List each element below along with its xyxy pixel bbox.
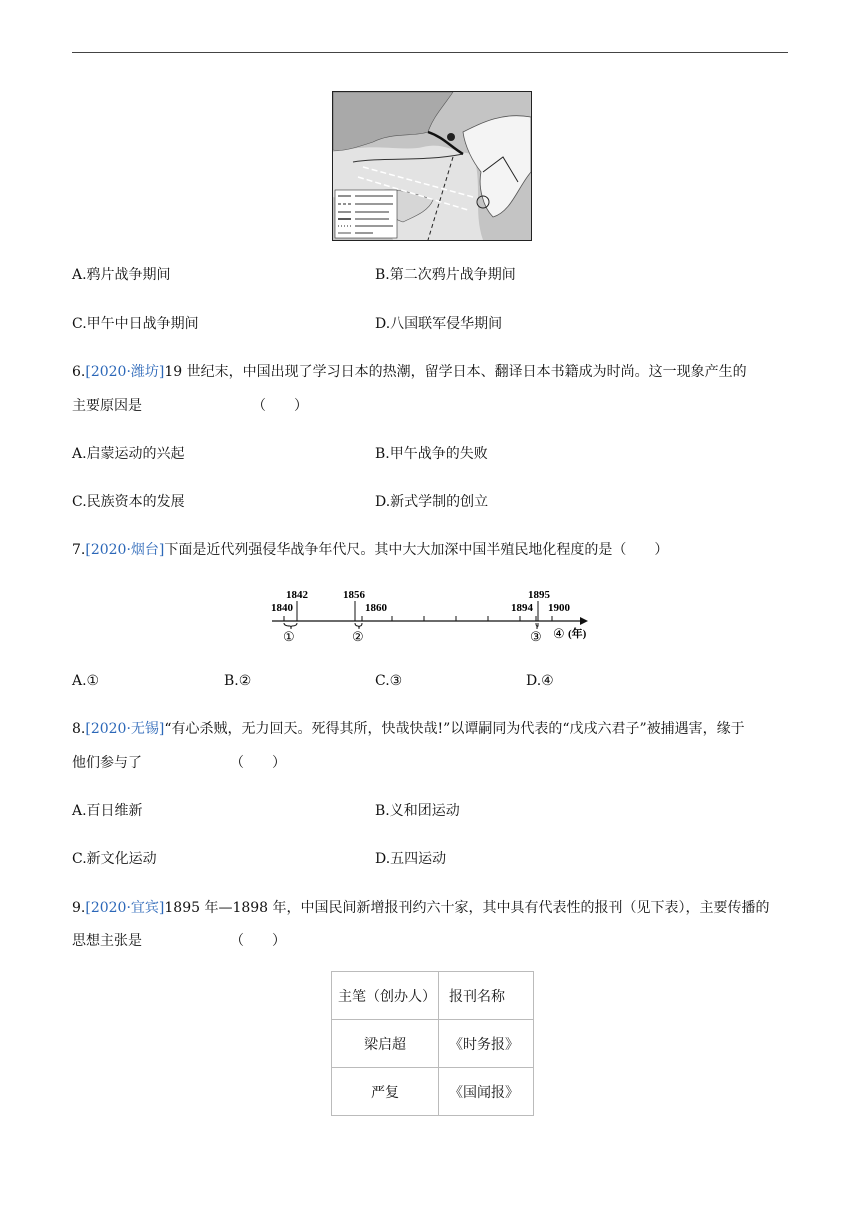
- q7-option-a[interactable]: A.①: [72, 673, 100, 689]
- q8-text-line1: “有心杀贼，无力回天。死得其所，快哉快哉!”以谭嗣同为代表的“戊戌六君子”被捕遇害，缘于: [164, 721, 745, 737]
- q8-answer-blank[interactable]: （ ）: [230, 755, 286, 771]
- timeline-unit: (年): [568, 628, 587, 640]
- q6-number: 6.: [72, 364, 86, 380]
- q9-number: 9.: [72, 900, 86, 916]
- timeline-arrow: [580, 617, 588, 625]
- marker-4: ④: [553, 626, 565, 641]
- q6-option-b[interactable]: B.甲午战争的失败: [375, 446, 488, 462]
- table-header-paper: 报刊名称: [439, 972, 534, 1020]
- table-cell-paper: 《国闻报》: [439, 1068, 534, 1116]
- q8-option-b[interactable]: B.义和团运动: [375, 803, 460, 819]
- q6-text-line2: 主要原因是: [72, 398, 142, 414]
- q7-source: [2020·烟台]: [85, 542, 165, 558]
- map-drawing: [333, 92, 531, 240]
- q8-stem-line1: [72, 718, 745, 740]
- year-label-1840: 1840: [271, 602, 293, 614]
- q8-text-line2: 他们参与了: [72, 755, 142, 771]
- table-cell-paper: 《时务报》: [439, 1020, 534, 1068]
- year-label-1842: 1842: [286, 589, 308, 601]
- q6-option-d[interactable]: D.新式学制的创立: [375, 494, 489, 510]
- q6-stem-line2: [72, 395, 308, 417]
- q7-answer-blank[interactable]: （ ）: [612, 542, 669, 558]
- historical-war-map: [332, 91, 532, 241]
- q6-source: [2020·潍坊]: [85, 364, 165, 380]
- table-header-row: [332, 972, 534, 1020]
- q9-text-line2: 思想主张是: [72, 933, 142, 949]
- q9-source: [2020·宜宾]: [85, 900, 165, 916]
- q7-number: 7.: [72, 542, 86, 558]
- q8-source: [2020·无锡]: [85, 721, 165, 737]
- table-header-editor: 主笔（创办人）: [332, 972, 439, 1020]
- q5-option-b[interactable]: B.第二次鸦片战争期间: [375, 267, 516, 283]
- q8-option-a[interactable]: A.百日维新: [72, 803, 143, 819]
- q6-option-a[interactable]: A.启蒙运动的兴起: [72, 446, 185, 462]
- q9-answer-blank[interactable]: （ ）: [230, 933, 286, 949]
- q6-stem-line1: [72, 361, 747, 383]
- q7-option-d[interactable]: D.④: [526, 673, 554, 689]
- marker-3: ③: [530, 629, 542, 644]
- q7-option-c[interactable]: C.③: [375, 673, 403, 689]
- q5-option-c[interactable]: C.甲午中日战争期间: [72, 316, 199, 332]
- year-label-1900: 1900: [548, 602, 570, 614]
- header-rule: [72, 52, 788, 53]
- newspaper-table: [331, 971, 534, 1116]
- q9-text-line1: 1895 年—1898 年，中国民间新增报刊约六十家，其中具有代表性的报刊（见下表），主要传播的: [164, 900, 770, 916]
- q7-stem: [72, 539, 668, 561]
- table-cell-editor: 梁启超: [332, 1020, 439, 1068]
- year-timeline: [270, 585, 600, 645]
- q6-option-c[interactable]: C.民族资本的发展: [72, 494, 185, 510]
- q6-text-line1: 19 世纪末，中国出现了学习日本的热潮，留学日本、翻译日本书籍成为时尚。这一现象产生的: [164, 364, 747, 380]
- table-row: [332, 1020, 534, 1068]
- marker-2: ②: [352, 629, 364, 644]
- year-label-1856: 1856: [343, 589, 365, 601]
- year-label-1894: 1894: [511, 602, 533, 614]
- q5-option-d[interactable]: D.八国联军侵华期间: [375, 316, 503, 332]
- q7-text: 下面是近代列强侵华战争年代尺。其中大大加深中国半殖民地化程度的是: [164, 542, 613, 558]
- q5-option-a[interactable]: A.鸦片战争期间: [72, 267, 171, 283]
- q9-stem-line1: [72, 897, 770, 919]
- year-label-1895: 1895: [528, 589, 550, 601]
- q8-number: 8.: [72, 721, 86, 737]
- q7-option-b[interactable]: B.②: [224, 673, 252, 689]
- marker-1: ①: [283, 629, 295, 644]
- year-label-1860: 1860: [365, 602, 387, 614]
- q9-stem-line2: [72, 930, 286, 952]
- table-cell-editor: 严复: [332, 1068, 439, 1116]
- table-row: [332, 1068, 534, 1116]
- q8-option-d[interactable]: D.五四运动: [375, 851, 447, 867]
- q8-stem-line2: [72, 752, 286, 774]
- q8-option-c[interactable]: C.新文化运动: [72, 851, 157, 867]
- q6-answer-blank[interactable]: （ ）: [252, 398, 308, 414]
